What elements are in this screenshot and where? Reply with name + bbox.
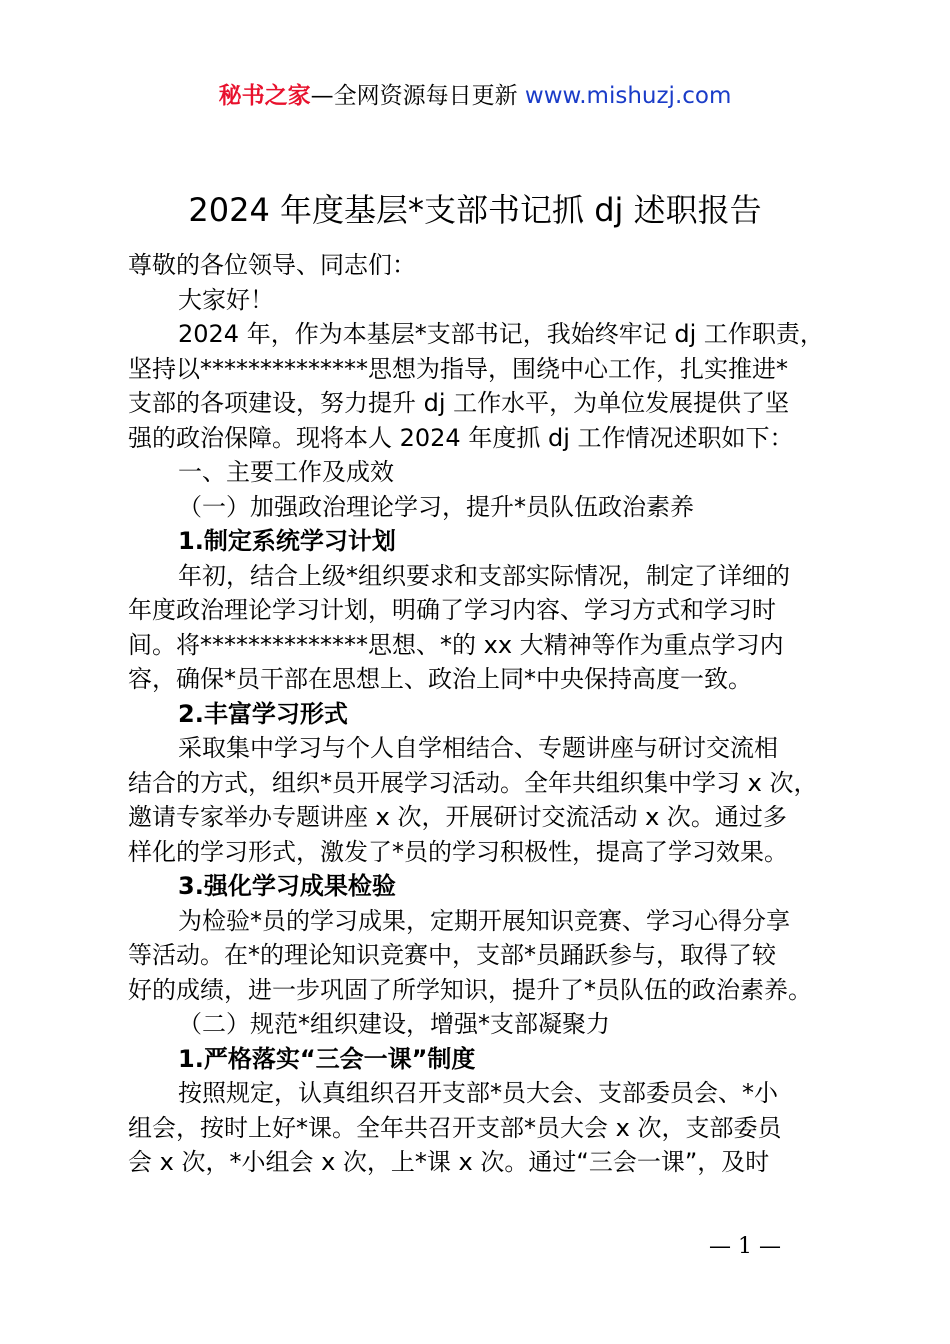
paragraph-line: 坚持以**************思想为指导，围绕中心工作，扎实推进* (128, 354, 788, 383)
paragraph-line: 组会，按时上好*课。全年共召开支部*员大会 x 次，支部委员 (128, 1113, 782, 1142)
paragraph-line: 一、主要工作及成效 (178, 458, 394, 486)
paragraph-line: 年度政治理论学习计划，明确了学习内容、学习方式和学习时 (128, 596, 776, 624)
paragraph-line: 年初，结合上级*组织要求和支部实际情况，制定了详细的 (178, 561, 790, 590)
paragraph-line: 支部的各项建设，努力提升 dj 工作水平，为单位发展提供了坚 (128, 389, 790, 417)
site-slogan: —全网资源每日更新 (310, 83, 525, 109)
section-heading: 1.制定系统学习计划 (178, 527, 396, 555)
paragraph-line: 结合的方式，组织*员开展学习活动。全年共组织集中学习 x 次， (128, 768, 818, 797)
paragraph-line: （二）规范*组织建设，增强*支部凝聚力 (178, 1010, 610, 1038)
section-heading: 3.强化学习成果检验 (178, 872, 396, 900)
page-number: — 1 — (709, 1234, 781, 1259)
paragraph-line: 间。将**************思想、*的 xx 大精神等作为重点学习内 (128, 630, 784, 659)
paragraph-line: （一）加强政治理论学习，提升*员队伍政治素养 (178, 492, 694, 521)
paragraph-line: 强的政治保障。现将本人 2024 年度抓 dj 工作情况述职如下： (128, 423, 794, 452)
paragraph-line: 好的成绩，进一步巩固了所学知识，提升了*员队伍的政治素养。 (128, 975, 812, 1004)
section-heading: 1.严格落实“三会一课”制度 (178, 1044, 476, 1073)
paragraph-line: 容，确保*员干部在思想上、政治上同*中央保持高度一致。 (128, 665, 752, 693)
paragraph-line: 采取集中学习与个人自学相结合、专题讲座与研讨交流相 (178, 734, 778, 762)
site-url-link[interactable]: www.mishuzj.com (524, 83, 732, 109)
paragraph-line: 2024 年，作为本基层*支部书记，我始终牢记 dj 工作职责， (178, 320, 824, 348)
paragraph-line: 为检验*员的学习成果，定期开展知识竞赛、学习心得分享 (178, 906, 790, 935)
section-heading: 2.丰富学习形式 (178, 699, 348, 728)
site-header (0, 80, 950, 112)
paragraph-line: 等活动。在*的理论知识竞赛中，支部*员踊跃参与，取得了较 (128, 941, 776, 969)
paragraph-line: 样化的学习形式，激发了*员的学习积极性，提高了学习效果。 (128, 837, 788, 866)
document-body (128, 248, 868, 1180)
document-title: 2024 年度基层*支部书记抓 dj 述职报告 (188, 191, 762, 229)
paragraph-line: 大家好！ (178, 285, 274, 314)
paragraph-line: 按照规定，认真组织召开支部*员大会、支部委员会、*小 (178, 1079, 778, 1107)
site-brand: 秘书之家 (218, 83, 311, 109)
paragraph-line: 会 x 次，*小组会 x 次，上*课 x 次。通过“三会一课”，及时 (128, 1148, 770, 1176)
paragraph-line: 邀请专家举办专题讲座 x 次，开展研讨交流活动 x 次。通过多 (128, 803, 787, 831)
paragraph-line: 尊敬的各位领导、同志们： (128, 251, 416, 279)
